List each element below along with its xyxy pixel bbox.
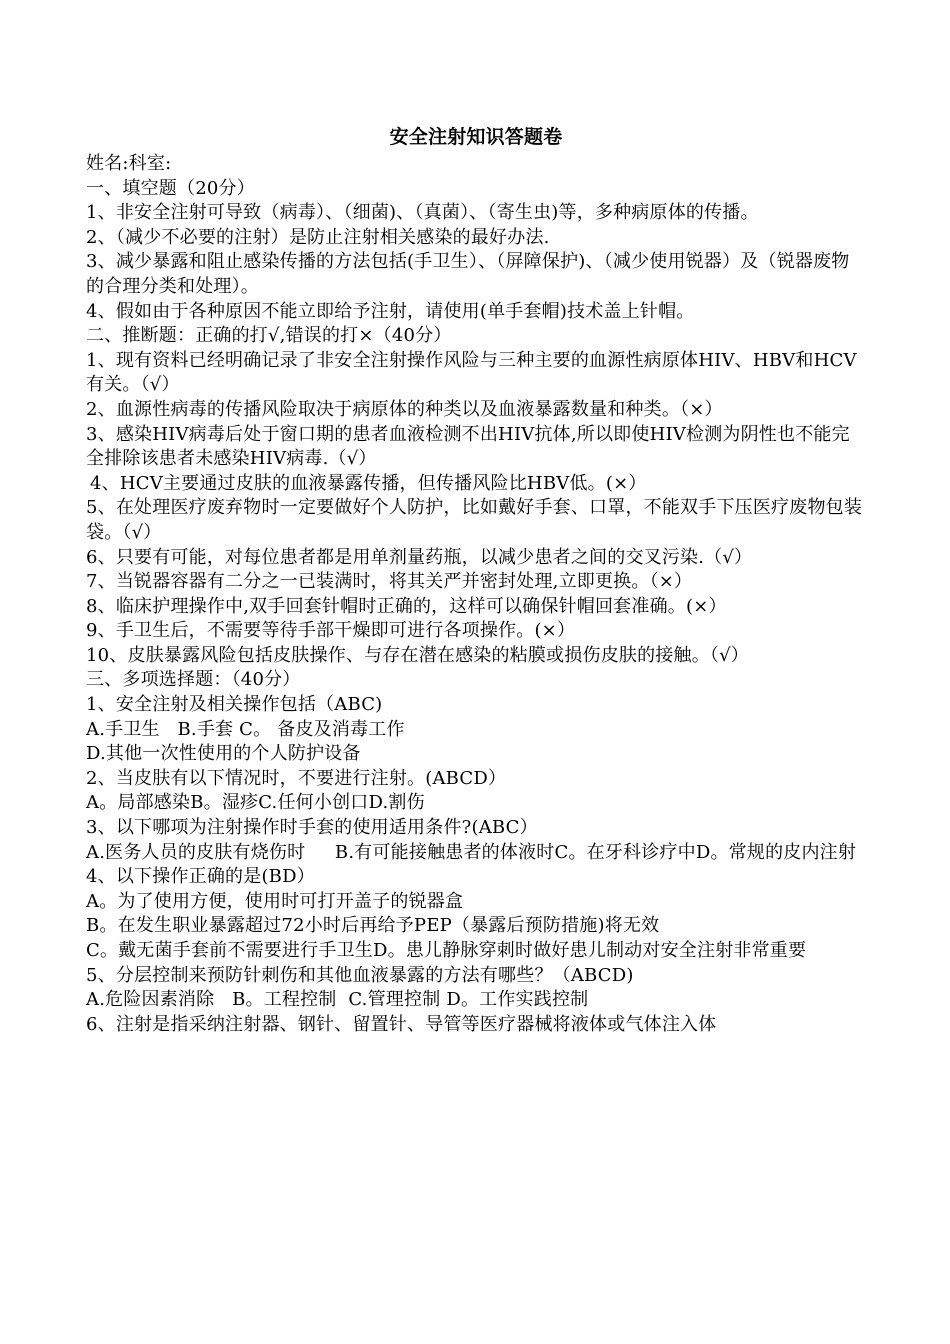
section-3-line: A.手卫生 B.手套 C。 备皮及消毒工作: [86, 718, 405, 740]
section-2-item: 10、皮肤暴露风险包括皮肤操作、与存在潜在感染的粘膜或损伤皮肤的接触。（√）: [86, 644, 749, 666]
section-3-line: A。局部感染B。湿疹C.任何小创口D.割伤: [86, 792, 425, 814]
section-1-item: 4、假如由于各种原因不能立即给予注射，请使用(单手套帽)技术盖上针帽。: [86, 300, 695, 322]
section-3-line: C。戴无菌手套前不需要进行手卫生D。患儿静脉穿刺时做好患儿制动对安全注射非常重要: [86, 940, 807, 961]
section-2-item: 2、血源性病毒的传播风险取决于病原体的种类以及血液暴露数量和种类。（×）: [86, 398, 723, 420]
section-3-heading: 三、多项选择题：（40分）: [86, 669, 301, 691]
section-2-item: 9、手卫生后，不需要等待手部干燥即可进行各项操作。(×）: [86, 620, 576, 642]
section-3-line: B。在发生职业暴露超过72小时后再给予PEP（暴露后预防措施)将无效: [86, 915, 660, 937]
section-2-item: 5、在处理医疗废弃物时一定要做好个人防护，比如戴好手套、口罩，不能双手下压医疗废物包装袋。（√）: [86, 497, 863, 543]
section-3-line: 2、当皮肤有以下情况时，不要进行注射。(ABCD）: [86, 767, 507, 789]
section-1-heading: 一、填空题（20分）: [86, 177, 255, 199]
section-2-heading: 二、推断题：正确的打√,错误的打×（40分）: [86, 325, 452, 347]
document-page: [86, 122, 866, 1037]
section-2-item: 7、当锐器容器有二分之一已装满时，将其关严并密封处理,立即更换。（×）: [86, 571, 693, 593]
section-3-line: A.医务人员的皮肤有烧伤时 B.有可能接触患者的体液时C。在牙科诊疗中D。常规的皮内注射: [86, 841, 857, 863]
section-3-line: 3、以下哪项为注射操作时手套的使用适用条件?(ABC）: [86, 817, 538, 839]
section-3-line: 4、以下操作正确的是(BD）: [86, 866, 315, 888]
section-3-line: A。为了使用方便，使用时可打开盖子的锐器盒: [86, 890, 464, 912]
section-1-item: 3、减少暴露和阻止感染传播的方法包括(手卫生）、（屏障保护)、（减少使用锐器）及（锐器废物的合理分类和处理）。: [86, 251, 850, 297]
section-3-line: A.危险因素消除 B。工程控制 C.管理控制 D。工作实践控制: [86, 989, 589, 1011]
document-title: 安全注射知识答题卷: [389, 126, 563, 148]
section-3-line: 6、注射是指采纳注射器、钢针、留置针、导管等医疗器械将液体或气体注入体: [86, 1013, 717, 1035]
section-1-item: 1、非安全注射可导致（病毒）、（细菌)、（真菌）、（寄生虫)等，多种病原体的传播。: [86, 202, 759, 224]
section-2-item: 4、HCV主要通过皮肤的血液暴露传播，但传播风险比HBV低。(×）: [90, 472, 647, 494]
section-3-line: D.其他一次性使用的个人防护设备: [86, 743, 361, 765]
section-2-item: 6、只要有可能，对每位患者都是用单剂量药瓶，以减少患者之间的交叉污染.（√）: [86, 546, 753, 568]
section-2-item: 1、现有资料已经明确记录了非安全注射操作风险与三种主要的血源性病原体HIV、HBV和HCV有关。（√）: [86, 349, 857, 396]
name-department-line: 姓名:科室:: [86, 153, 172, 174]
section-3-line: 1、安全注射及相关操作包括（ABC): [86, 694, 383, 716]
section-2-item: 8、临床护理操作中,双手回套针帽时正确的，这样可以确保针帽回套准确。(×）: [86, 595, 727, 617]
section-3-line: 5、分层控制来预防针刺伤和其他血液暴露的方法有哪些？（ABCD): [86, 964, 634, 986]
section-1-item: 2、（减少不必要的注射）是防止注射相关感染的最好办法.: [86, 226, 550, 248]
section-2-item: 3、感染HIV病毒后处于窗口期的患者血液检测不出HIV抗体,所以即使HIV检测为阴性也不能完全排除该患者未感染HIV病毒.（√）: [86, 423, 850, 470]
